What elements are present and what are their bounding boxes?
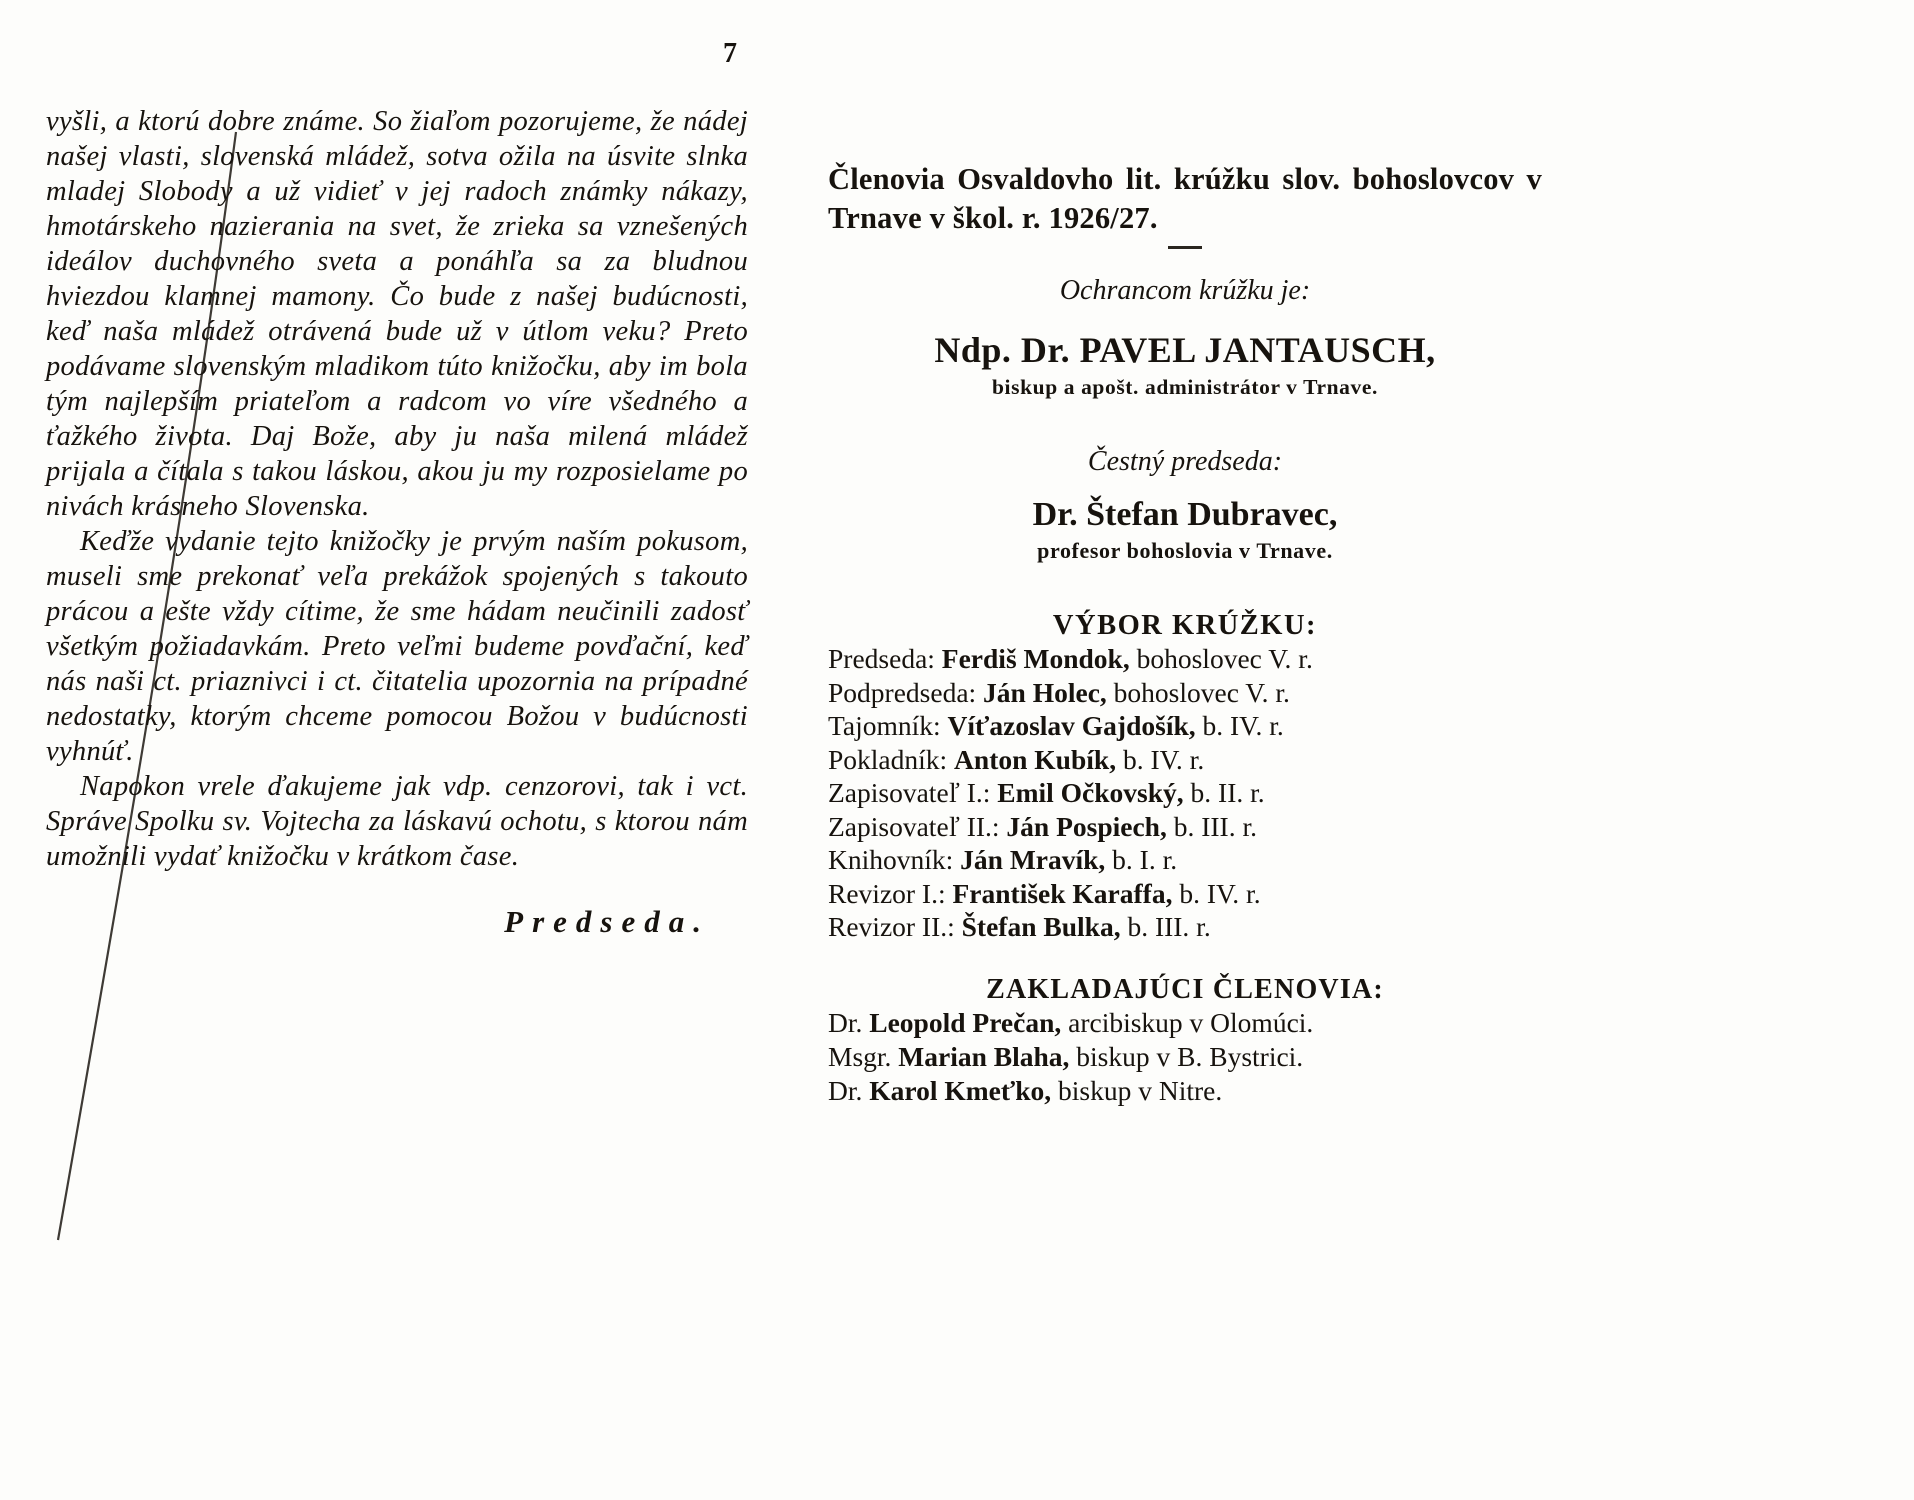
committee-row — [828, 910, 1542, 944]
signature: Predseda. — [504, 904, 710, 939]
committee-row — [828, 743, 1542, 777]
founder-name: Leopold Prečan, — [869, 1006, 1062, 1038]
founders-heading: ZAKLADAJÚCI ČLENOVIA: — [986, 973, 1384, 1005]
committee-row — [828, 776, 1542, 810]
committee-role: Zapisovateľ II.: — [828, 810, 1000, 842]
committee-member-name: Emil Očkovský, — [997, 777, 1184, 808]
committee-role: Podpredseda: — [828, 676, 977, 708]
founder-detail: biskup v Nitre. — [1058, 1074, 1223, 1106]
committee-role: Predseda: — [828, 643, 935, 674]
committee-role: Pokladník: — [828, 743, 948, 775]
committee-detail: b. I. r. — [1112, 844, 1178, 875]
scan-dash-mark — [1168, 246, 1202, 249]
patron-description: biskup a apošt. administrátor v Trnave. — [992, 375, 1378, 399]
honorary-chairman-label: Čestný predseda: — [1087, 446, 1283, 477]
founder-name: Karol Kmeťko, — [869, 1074, 1052, 1106]
committee-detail: b. IV. r. — [1122, 743, 1205, 775]
patron-intro: Ochrancom krúžku je: — [1059, 275, 1311, 306]
body-paragraph: vyšli, a ktorú dobre známe. So žiaľom pozorujeme, že nádej našej vlasti, slovenská mládež, sotva ožila na úsvite slnka mladej Slobody a už vidieť v jej radoch známky nákazy, hmotárskeho nazierania na svet, že zrieka sa vznešených ideálov duchovného sveta a ponáhľa sa za bludnou hviezdou klamnej mamony. Čo bude z našej budúcnosti, keď naša mládež otrávená bude už v útlom veku? Preto podávame slovenským mladikom túto knižočku, aby im bola tým najlepším priateľom a radcom vo víre všedného a ťažkého života. Daj Bože, aby ju naša milená mládež prijala a čítala s takou láskou, akou ju my rozposielame po nivách krásneho Slovenska. — [46, 106, 748, 522]
committee-detail: b. IV. r. — [1179, 877, 1261, 909]
committee-row — [828, 877, 1542, 911]
body-paragraph: Napokon vrele ďakujeme jak vdp. cenzorovi, tak i vct. Správe Spolku sv. Vojtecha za láskavú ochotu, s ktorou nám umožnili vydať knižočku v krátkom čase. — [46, 771, 748, 872]
committee-member-name: Ferdiš Mondok, — [941, 643, 1130, 674]
committee-detail: b. IV. r. — [1202, 710, 1284, 741]
committee-role: Tajomník: — [828, 710, 941, 741]
committee-member-name: Ján Pospiech, — [1006, 810, 1167, 842]
committee-row — [828, 642, 1542, 676]
founder-title: Dr. — [828, 1074, 863, 1106]
founder-name: Marian Blaha, — [898, 1040, 1070, 1072]
committee-member-name: Víťazoslav Gajdošík, — [947, 710, 1196, 741]
committee-heading: VÝBOR KRÚŽKU: — [1052, 610, 1318, 641]
committee-member-name: Ján Holec, — [983, 676, 1107, 708]
committee-member-name: Štefan Bulka, — [961, 911, 1121, 942]
committee-member-name: Anton Kubík, — [954, 743, 1117, 775]
committee-detail: b. III. r. — [1127, 911, 1211, 942]
committee-member-name: František Karaffa, — [952, 877, 1173, 909]
committee-member-name: Ján Mravík, — [960, 844, 1106, 875]
committee-row — [828, 843, 1542, 877]
right-page — [828, 160, 1542, 1108]
patron-name: Ndp. Dr. PAVEL JANTAUSCH, — [934, 330, 1436, 370]
committee-detail: b. III. r. — [1173, 810, 1257, 842]
founders-list — [828, 1006, 1542, 1108]
founder-row — [828, 1074, 1542, 1108]
page-number: 7 — [723, 38, 737, 69]
committee-detail: bohoslovec V. r. — [1136, 643, 1313, 674]
honorary-chairman-description: profesor bohoslovia v Trnave. — [1037, 538, 1333, 563]
committee-detail: b. II. r. — [1190, 777, 1265, 808]
founder-title: Msgr. — [828, 1040, 892, 1072]
committee-role: Revizor I.: — [828, 877, 946, 909]
committee-row — [828, 676, 1542, 710]
committee-list — [828, 642, 1542, 944]
founder-title: Dr. — [828, 1006, 863, 1038]
committee-row — [828, 709, 1542, 743]
left-page — [46, 104, 748, 940]
committee-detail: bohoslovec V. r. — [1113, 676, 1290, 708]
founder-detail: biskup v B. Bystrici. — [1076, 1040, 1304, 1072]
founder-row — [828, 1040, 1542, 1074]
honorary-chairman-name: Dr. Štefan Dubravec, — [1032, 496, 1338, 533]
founder-row — [828, 1006, 1542, 1040]
founder-detail: arcibiskup v Olomúci. — [1068, 1006, 1314, 1038]
body-paragraph: Keďže vydanie tejto knižočky je prvým naším pokusom, museli sme prekonať veľa prekážok spojených s takouto prácou a ešte vždy cítime, že sme hádam neučinili zadosť všetkým požiadavkám. Preto veľmi budeme povďační, keď nás naši ct. priaznivci i ct. čitatelia upozornia na prípadné nedostatky, ktorým chceme pomocou Božou v budúcnosti vyhnúť. — [46, 526, 748, 767]
committee-role: Knihovník: — [828, 844, 954, 875]
committee-row — [828, 810, 1542, 844]
section-title: Členovia Osvaldovho lit. krúžku slov. bohoslovcov v Trnave v škol. r. 1926/27. — [828, 162, 1542, 235]
committee-role: Zapisovateľ I.: — [828, 777, 991, 808]
committee-role: Revizor II.: — [828, 911, 955, 942]
